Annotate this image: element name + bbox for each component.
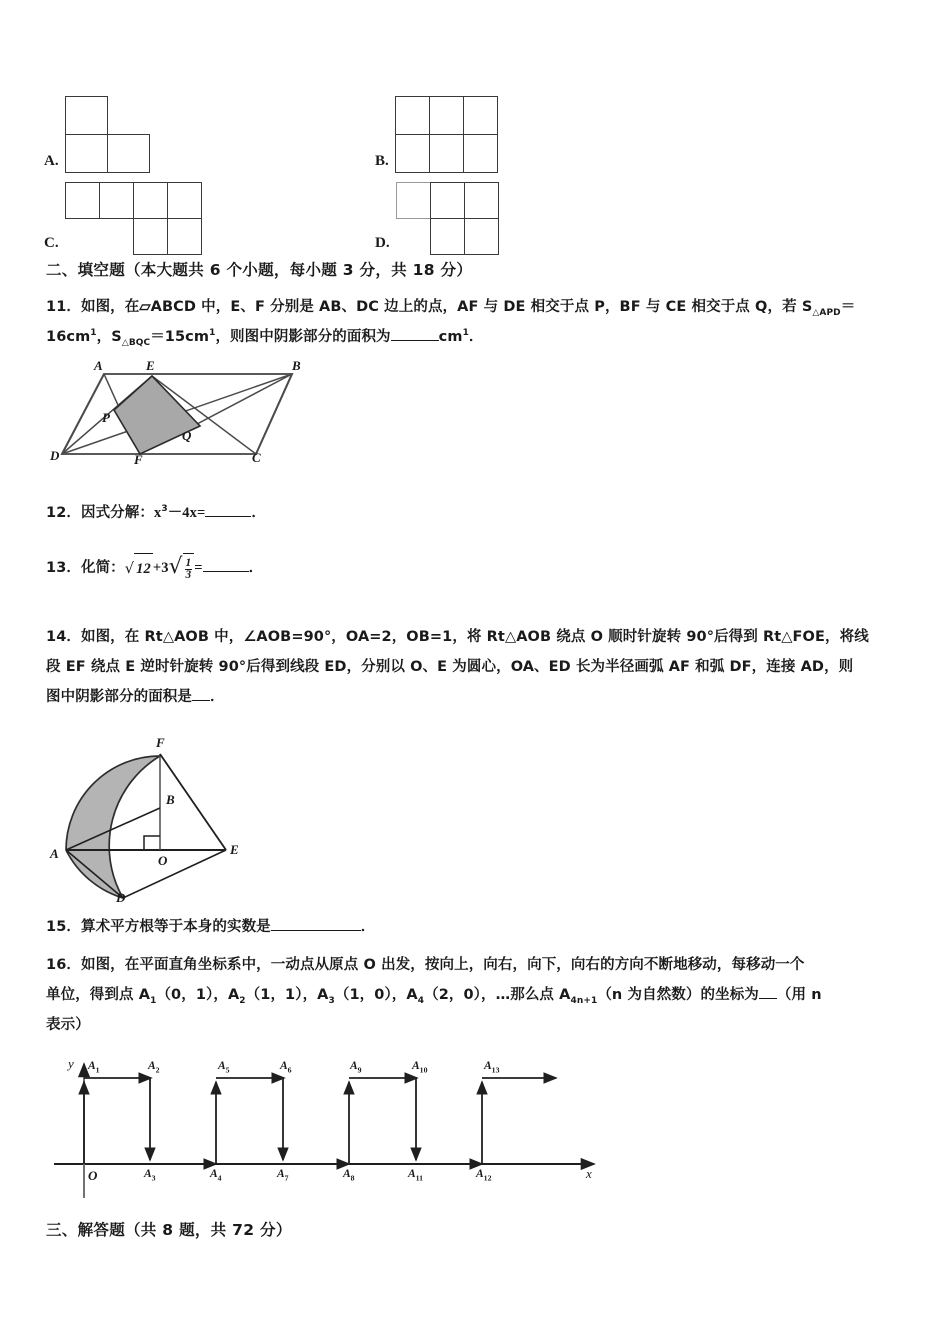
vertex-label-A: A: [94, 358, 103, 373]
point-label-A1: $A_1$: [88, 1060, 100, 1075]
grid-cell: [167, 218, 202, 255]
q11-sup-2: 1: [209, 328, 216, 339]
q13-prompt: 化简：: [80, 560, 125, 576]
q16-line2c: （1，1），A: [245, 987, 329, 1003]
q13-number: 13．: [46, 560, 81, 576]
point-label-A13: $A_{13}$: [484, 1060, 500, 1075]
q16-line2g: （用 n: [776, 987, 822, 1003]
q16-number: 16．: [46, 957, 81, 973]
grid-cell: [65, 134, 108, 173]
arc-triangle-diagram-svg: [48, 730, 248, 902]
grid-cell: [107, 134, 150, 173]
point-label-A8: $A_8$: [343, 1168, 355, 1183]
q11-line2f: ．: [468, 329, 484, 345]
grid-cell: [463, 96, 498, 135]
option-c-label: C.: [44, 235, 59, 251]
q13-equals: =: [194, 560, 203, 576]
point-label-A3: $A_3$: [144, 1168, 156, 1183]
q12-expr-rest: －4x=: [167, 505, 206, 521]
question-11-figure: [52, 360, 352, 472]
vertex-label-D: D: [116, 890, 126, 905]
q11-line1c: ＝: [840, 299, 856, 315]
q16-sub-2: 2: [239, 995, 246, 1006]
q12-prompt: 因式分解：: [80, 505, 154, 521]
q15-trailing: ．: [360, 919, 376, 935]
q16-sub-1: 1: [150, 995, 157, 1006]
vertex-label-P: P: [102, 410, 110, 425]
section-3-heading: 三、解答题（共 8 题，共 72 分）: [46, 1221, 292, 1239]
multiple-choice-options: [0, 0, 950, 250]
q11-sub-apd: △APD: [812, 307, 841, 318]
y-axis-label: y: [68, 1056, 74, 1071]
q14-line1: 如图，在 Rt△AOB 中，∠AOB=90°，OA=2，OB=1，将 Rt△AOB 绕点 O 顺时针旋转 90°后得到 Rt△FOE，将线: [80, 629, 869, 645]
q15-answer-blank[interactable]: [271, 930, 361, 931]
q14-trailing: ．: [210, 689, 225, 705]
q16-line2e: （2，0），…那么点 A: [424, 987, 571, 1003]
point-label-A6: $A_6$: [280, 1060, 292, 1075]
option-b[interactable]: [375, 96, 497, 172]
q14-line3: 图中阴影部分的面积是: [46, 689, 192, 705]
vertex-label-O: O: [158, 853, 168, 868]
q11-line2a: 16cm: [46, 329, 91, 345]
q11-line2b: ，S: [96, 329, 122, 345]
question-12-text: [46, 498, 266, 528]
option-d[interactable]: [375, 182, 498, 254]
q11-line1a: 如图，在: [80, 299, 140, 315]
q16-line2f: （n 为自然数）的坐标为: [597, 987, 759, 1003]
vertex-label-E: E: [230, 842, 239, 857]
q15-body: 算术平方根等于本身的实数是: [80, 919, 271, 935]
fraction-denominator: 3: [185, 569, 192, 582]
fraction-numerator: 1: [185, 556, 192, 569]
point-label-A11: $A_{11}$: [408, 1168, 424, 1183]
grid-cell: [65, 182, 100, 219]
point-label-A2: $A_2$: [148, 1060, 160, 1075]
vertex-label-Q: Q: [182, 428, 192, 443]
staircase-path-svg: [46, 1052, 606, 1202]
q13-radicand-1: 12: [134, 553, 153, 584]
q11-sup-3: 1: [462, 328, 469, 339]
grid-cell: [464, 182, 499, 219]
q11-line2e: cm: [438, 329, 463, 345]
grid-cell: [429, 96, 464, 135]
question-16-figure: [46, 1052, 606, 1202]
option-d-label: D.: [375, 235, 390, 251]
option-b-label: B.: [375, 153, 389, 169]
option-a-label: A.: [44, 153, 59, 169]
question-16-text: [46, 950, 914, 1040]
q11-sub-bqc: △BQC: [121, 337, 151, 348]
option-c-figure: [65, 182, 201, 254]
q16-sub-5: 4n+1: [570, 995, 598, 1006]
vertex-label-A: A: [50, 846, 59, 861]
grid-cell: [430, 182, 465, 219]
parallelogram-diagram-svg: [52, 360, 352, 472]
section-2-heading: 二、填空题（本大题共 6 个小题，每小题 3 分，共 18 分）: [46, 261, 473, 279]
q11-answer-blank[interactable]: [391, 340, 439, 341]
q13-radicand-2: [183, 553, 195, 584]
grid-cell: [464, 218, 499, 255]
q11-line2d: ，则图中阴影部分的面积为: [215, 329, 391, 345]
q12-number: 12．: [46, 505, 81, 521]
question-11-text: [46, 292, 914, 352]
grid-cell: [396, 182, 431, 219]
q13-plus-3: +3: [152, 560, 169, 576]
q12-expr-sup: 3: [161, 504, 168, 515]
q11-line1b: ABCD 中，E、F 分别是 AB、DC 边上的点，AF 与 DE 相交于点 P，BF 与 CE 相交于点 Q，若 S: [150, 299, 813, 315]
q11-line2c: ＝15cm: [150, 329, 210, 345]
question-13-text: [46, 552, 263, 584]
grid-cell: [430, 218, 465, 255]
q13-answer-blank[interactable]: [203, 571, 249, 572]
q16-answer-blank[interactable]: [759, 998, 777, 999]
vertex-label-F: F: [156, 735, 165, 750]
grid-cell: [429, 134, 464, 173]
q12-answer-blank[interactable]: [205, 516, 251, 517]
fraction-one-third: [185, 558, 193, 582]
option-b-figure: [395, 96, 497, 172]
x-axis-label: x: [586, 1166, 592, 1181]
q14-line2: 段 EF 绕点 E 逆时针旋转 90°后得到线段 ED，分别以 O、E 为圆心，OA、ED 长为半径画弧 AF 和弧 DF，连接 AD，则: [46, 659, 854, 675]
option-a[interactable]: [44, 96, 149, 172]
grid-cell: [167, 182, 202, 219]
vertex-label-B: B: [166, 792, 175, 807]
q11-number: 11．: [46, 299, 81, 315]
point-label-A5: $A_5$: [218, 1060, 230, 1075]
q16-line3: 表示）: [46, 1017, 90, 1033]
vertex-label-C: C: [252, 450, 261, 465]
vertex-label-D: D: [50, 448, 60, 463]
grid-cell: [395, 134, 430, 173]
grid-cell: [133, 218, 168, 255]
point-label-A4: $A_4$: [210, 1168, 222, 1183]
vertex-label-E: E: [146, 358, 155, 373]
origin-label: O: [88, 1168, 98, 1183]
q12-trailing: ．: [251, 505, 266, 521]
option-d-figure: [396, 182, 498, 254]
grid-cell: [65, 96, 108, 135]
option-c[interactable]: [44, 182, 201, 254]
vertex-label-F: F: [134, 452, 143, 467]
q16-line2d: （1，0），A: [334, 987, 418, 1003]
vertex-label-B: B: [292, 358, 301, 373]
grid-cell: [395, 96, 430, 135]
question-14-text: [46, 622, 914, 712]
q16-sub-3: 3: [328, 995, 335, 1006]
q16-sub-4: 4: [417, 995, 425, 1006]
sqrt-one-third: [169, 552, 195, 584]
point-label-A10: $A_{10}$: [412, 1060, 428, 1075]
q16-line1: 如图，在平面直角坐标系中，一动点从原点 O 出发，按向上，向右，向下，向右的方向不断地移动，每移动一个: [80, 957, 805, 973]
grid-cell: [99, 182, 134, 219]
radical-sign-icon: √: [168, 554, 183, 579]
q13-trailing: ．: [248, 560, 264, 576]
q14-answer-blank[interactable]: [192, 700, 210, 701]
q16-line2b: （0，1），A: [156, 987, 240, 1003]
question-15-text: [46, 912, 375, 942]
q14-number: 14．: [46, 629, 81, 645]
radical-sign-icon: √: [124, 560, 135, 577]
grid-cell: [463, 134, 498, 173]
option-a-figure: [65, 96, 149, 172]
q11-sup-1: 1: [90, 328, 97, 339]
q15-number: 15．: [46, 919, 81, 935]
point-label-A7: $A_7$: [277, 1168, 289, 1183]
parallelogram-symbol: ▱: [139, 299, 151, 315]
grid-cell: [133, 182, 168, 219]
question-14-figure: [48, 730, 248, 905]
q16-line2a: 单位，得到点 A: [46, 987, 151, 1003]
point-label-A9: $A_9$: [350, 1060, 362, 1075]
point-label-A12: $A_{12}$: [476, 1168, 492, 1183]
q12-expr-base: x: [153, 505, 162, 521]
sqrt-12: [125, 553, 153, 584]
